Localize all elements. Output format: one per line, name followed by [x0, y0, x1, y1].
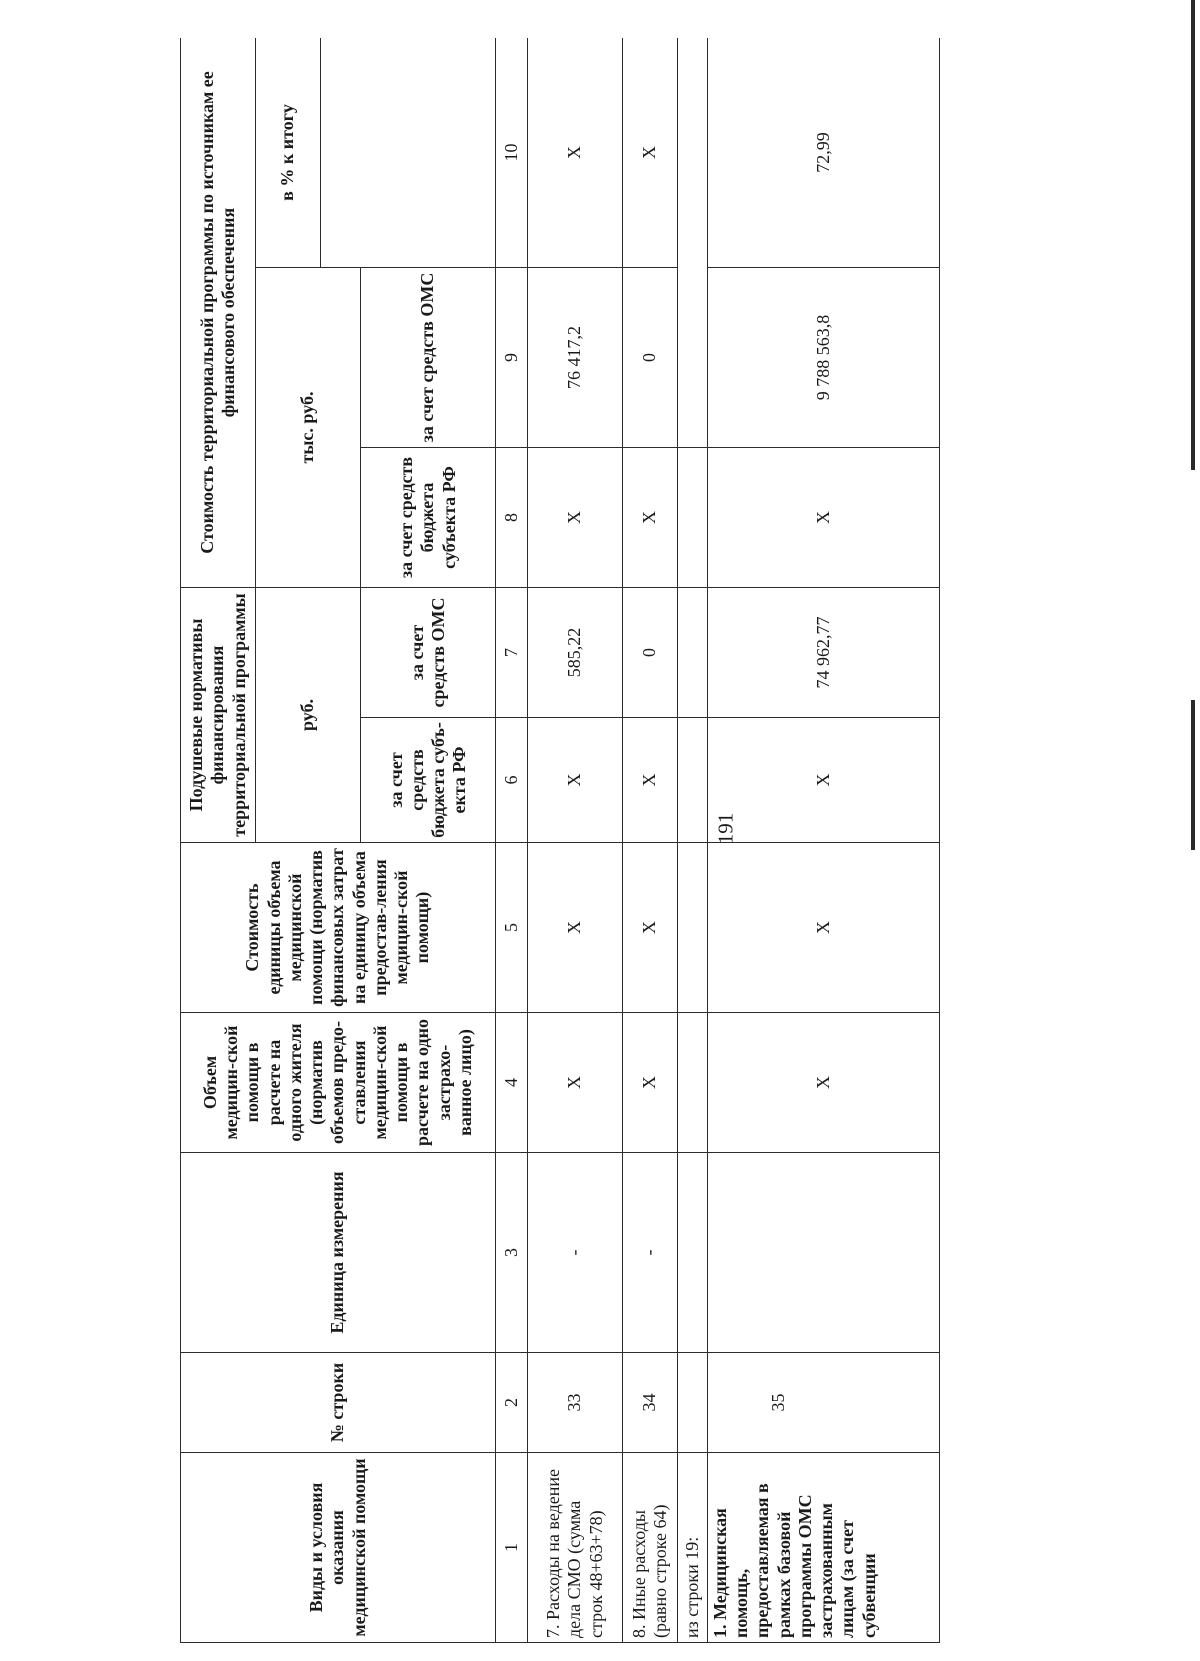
column-number: 10	[496, 38, 528, 268]
table-viewport	[180, 38, 1185, 1643]
page-number: 191	[713, 812, 738, 844]
finance-table	[180, 38, 940, 1643]
column-number: 9	[496, 268, 528, 448]
table-row	[528, 38, 623, 1643]
cell-oms-thousand: 76 417,2	[528, 268, 623, 448]
header-thousand-rub: тыс. руб.	[256, 268, 361, 588]
cell-oms-rub	[678, 588, 708, 718]
cell-unit-cost: Х	[528, 843, 623, 1013]
scan-artifact-line	[1191, 0, 1195, 470]
header-unit-cost: Стоимость единицы объема медицинской помощи (норматив финансовых затрат на единицу объема предостав-ления медицин-ской помощи)	[181, 843, 496, 1013]
table-row	[678, 38, 708, 1643]
row-number	[678, 1353, 708, 1453]
cell-oms-thousand: 9 788 563,8	[708, 268, 940, 448]
cell-budget-thousand	[678, 448, 708, 588]
cell-unit	[708, 1153, 940, 1353]
cell-percent: Х	[623, 38, 678, 268]
header-rub: руб.	[256, 588, 361, 843]
cell-percent: 72,99	[708, 38, 940, 268]
cell-unit	[678, 1153, 708, 1353]
cell-oms-thousand	[678, 38, 708, 448]
cell-budget-rub: Х	[528, 718, 623, 843]
header-percent: в % к итогу	[256, 38, 321, 268]
header-volume: Объем медицин-ской помощи в расчете на одного жителя (норматив объемов предо-ставления медицин-ской помощи в расчете на одно застрахо-ванное лицо)	[181, 1013, 496, 1153]
row-number: 34	[623, 1353, 678, 1453]
cell-unit: -	[623, 1153, 678, 1353]
cell-unit: -	[528, 1153, 623, 1353]
header-row-number: № строки	[181, 1353, 496, 1453]
column-number: 3	[496, 1153, 528, 1353]
header-oms-thousand: за счет средств ОМС	[361, 268, 496, 448]
header-budget-thousand: за счет средств бюджета субъекта РФ	[361, 448, 496, 588]
column-number: 2	[496, 1353, 528, 1453]
column-numbers-row	[496, 38, 528, 1643]
cell-budget-rub: Х	[708, 718, 940, 843]
cell-oms-rub: 0	[623, 588, 678, 718]
cell-budget-thousand: Х	[708, 448, 940, 588]
cell-oms-rub: 585,22	[528, 588, 623, 718]
cell-budget-thousand: Х	[528, 448, 623, 588]
column-number: 6	[496, 718, 528, 843]
column-number: 1	[496, 1453, 528, 1643]
header-oms-rub: за счет средств ОМС	[361, 588, 496, 718]
row-label: 1. Медицинская помощь, предоставляемая в рамках базовой программы ОМС застрахованным лицам (за счет субвенции	[708, 1453, 940, 1643]
rotated-table-container	[180, 38, 1185, 1643]
row-label: 8. Иные расходы (равно строке 64)	[623, 1453, 678, 1643]
cell-percent: Х	[528, 38, 623, 268]
header-unit: Единица измерения	[181, 1153, 496, 1353]
cell-budget-rub: Х	[623, 718, 678, 843]
column-number: 4	[496, 1013, 528, 1153]
header-kinds: Виды и условия оказания медицинской помощи	[181, 1453, 496, 1643]
header-percent-empty	[321, 38, 496, 268]
cell-volume	[678, 1013, 708, 1153]
table-row	[623, 38, 678, 1643]
row-label: из строки 19:	[678, 1453, 708, 1643]
header-budget-rub: за счет средств бюджета субъ-екта РФ	[361, 718, 496, 843]
scan-artifact-line	[1191, 700, 1195, 850]
header-program-cost: Стоимость территориальной программы по источникам ее финансового обеспечения	[181, 38, 256, 588]
cell-unit-cost	[678, 843, 708, 1013]
row-number: 35	[708, 1353, 940, 1453]
table-row	[708, 38, 940, 1643]
cell-oms-rub: 74 962,77	[708, 588, 940, 718]
column-number: 7	[496, 588, 528, 718]
cell-unit-cost: Х	[708, 843, 940, 1013]
cell-unit-cost: Х	[623, 843, 678, 1013]
header-per-capita: Подушевые нормативы финансирования территориальной программы	[181, 588, 256, 843]
cell-volume: Х	[528, 1013, 623, 1153]
cell-volume: Х	[708, 1013, 940, 1153]
column-number: 5	[496, 843, 528, 1013]
cell-volume: Х	[623, 1013, 678, 1153]
cell-oms-thousand: 0	[623, 268, 678, 448]
cell-budget-thousand: Х	[623, 448, 678, 588]
row-number: 33	[528, 1353, 623, 1453]
column-number: 8	[496, 448, 528, 588]
cell-budget-rub	[678, 718, 708, 843]
row-label: 7. Расходы на ведение дела СМО (сумма строк 48+63+78)	[528, 1453, 623, 1643]
